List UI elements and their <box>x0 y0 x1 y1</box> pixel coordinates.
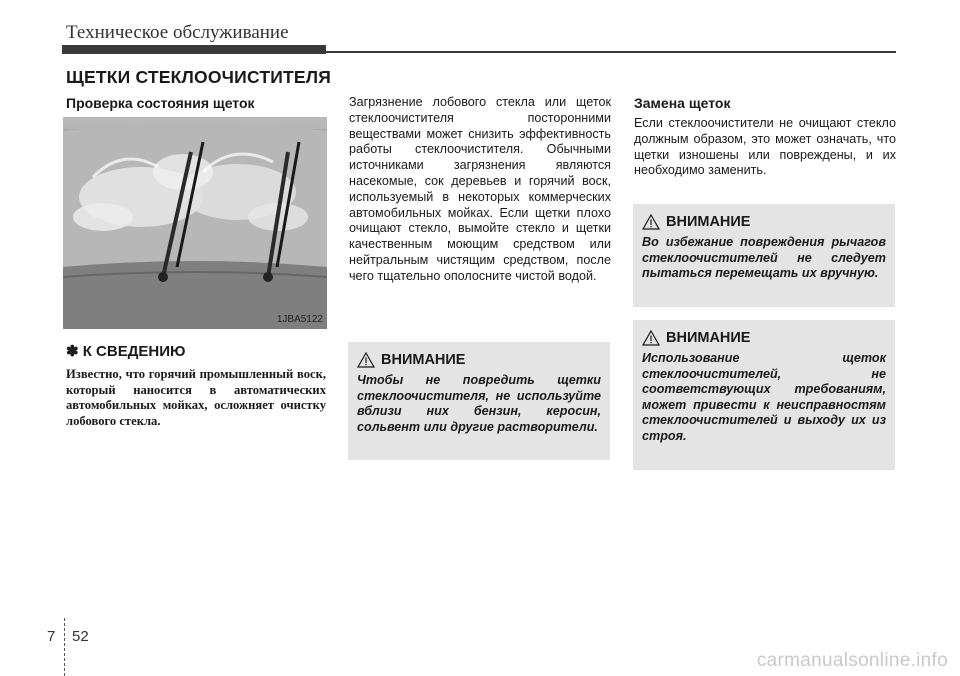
warning-text: Во избежание повреждения рычагов стеклоочистителей не следует пытаться перемещать их вручную. <box>642 235 886 281</box>
page-header-title: Техническое обслуживание <box>66 22 289 43</box>
windshield-wiper-illustration <box>63 117 327 329</box>
header-rule <box>326 51 896 53</box>
warning-title: ВНИМАНИЕ <box>666 330 751 346</box>
warning-header <box>642 214 886 230</box>
inspection-heading: Проверка состояния щеток <box>66 95 255 111</box>
warning-triangle-icon <box>642 214 660 230</box>
section-title: ЩЕТКИ СТЕКЛООЧИСТИТЕЛЯ <box>66 67 332 87</box>
warning-header <box>357 352 601 368</box>
header-bar <box>62 45 326 54</box>
replacement-body: Если стеклоочистители не очищают стекло должным образом, это может означать, что щетки изношены или повреждены, и их необходимо заменить. <box>634 116 896 178</box>
image-code: 1JBA5122 <box>276 314 323 325</box>
warning-box-arms <box>633 204 895 307</box>
warning-text: Использование щеток стеклоочистителей, не соответствующих требованиям, может привести к неисправностям стеклоочистителей и выходу их из строя. <box>642 351 886 443</box>
inspection-body: Загрязнение лобового стекла или щеток стеклоочистителя посторонними веществами может снизить эффективность работы стеклоочистителя. Обычными источниками загрязнения являются насекомые, сок деревьев и горячий воск, используемый в некоторых коммерческих автомобильных мойках. Если щетки плохо очищают стекло, вымойте стекло и щетки качественным моющим средством или нейтральным чистящим средством, после чего тщательно ополосните чистой водой. <box>349 95 611 283</box>
chapter-number: 7 <box>47 628 56 645</box>
warning-title: ВНИМАНИЕ <box>381 352 466 368</box>
replacement-heading: Замена щеток <box>634 95 731 111</box>
info-heading: ✽ К СВЕДЕНИЮ <box>66 343 186 360</box>
info-text: Известно, что горячий промышленный воск, который наносится в автоматических автомобильных мойках, осложняет очистку лобового стекла. <box>66 367 326 428</box>
warning-triangle-icon <box>357 352 375 368</box>
warning-header <box>642 330 886 346</box>
warning-box-nonstandard-blades <box>633 320 895 470</box>
warning-title: ВНИМАНИЕ <box>666 214 751 230</box>
warning-triangle-icon <box>642 330 660 346</box>
warning-box-solvents <box>348 342 610 460</box>
page-number: 52 <box>72 628 89 645</box>
page-number-divider <box>64 618 65 676</box>
wiper-drawing <box>63 117 327 329</box>
watermark: carmanualsonline.info <box>756 650 948 671</box>
warning-text: Чтобы не повредить щетки стеклоочистителя, не используйте вблизи них бензин, керосин, сольвент или другие растворители. <box>357 373 601 434</box>
